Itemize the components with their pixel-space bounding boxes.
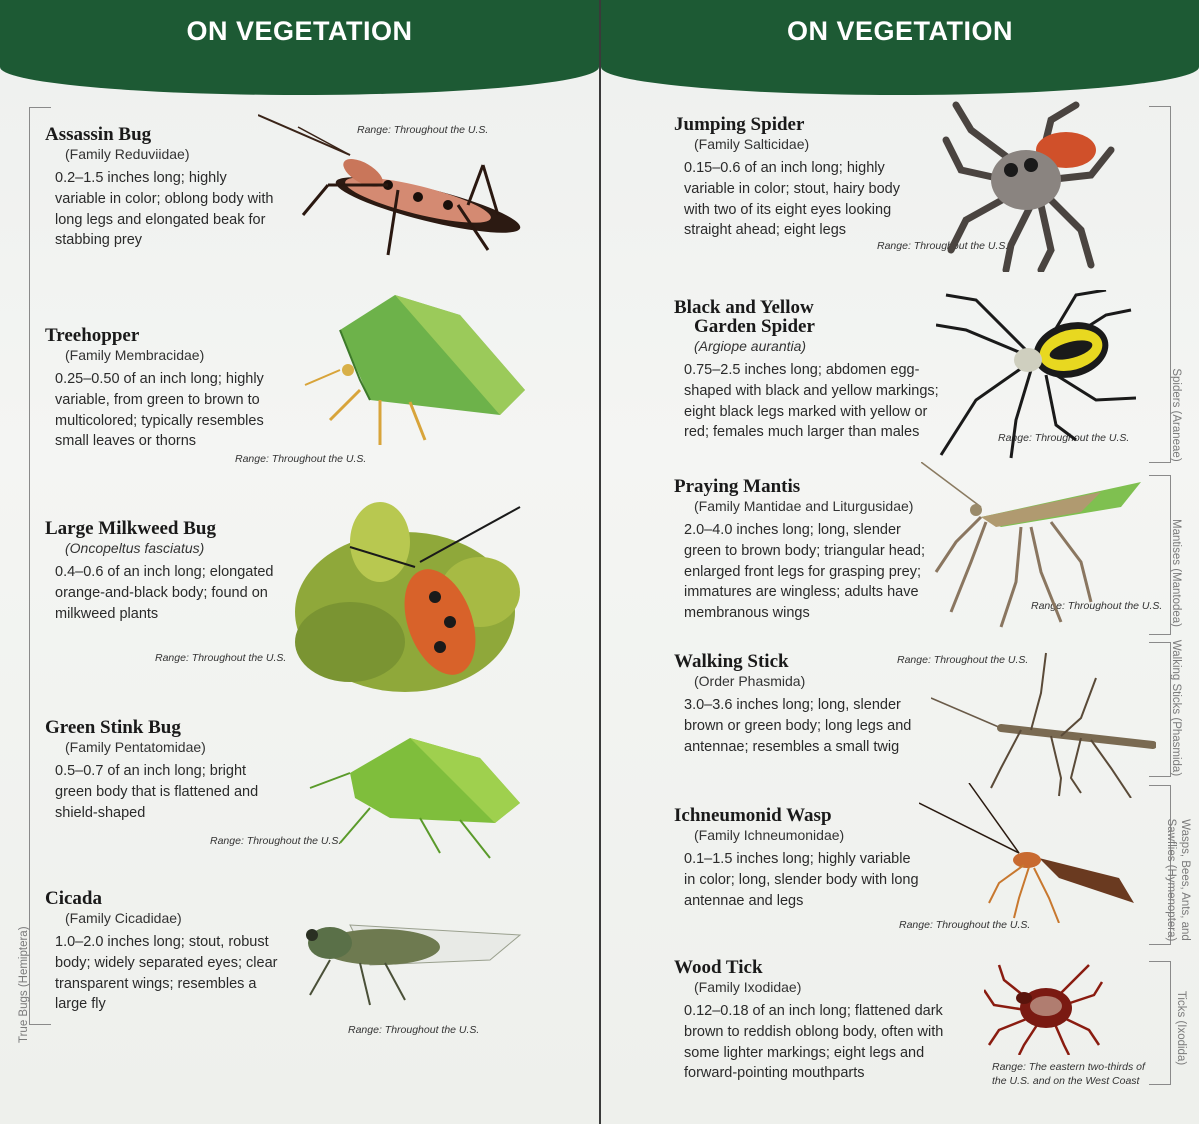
milkweed-bug-photo xyxy=(290,482,528,694)
species-description: 2.0–4.0 inches long; long, slender green to brown body; triangular head; enlarged front legs for grasping prey; immatures are wingless; adults have membranous wings xyxy=(684,522,926,622)
cicada-photo xyxy=(290,905,525,1020)
species-name: Cicada xyxy=(45,888,102,909)
spiders-bracket xyxy=(1149,106,1171,463)
ticks-group-label: Ticks (Ixodida) xyxy=(1175,990,1187,1066)
species-family: (Family Salticidae) xyxy=(694,136,810,152)
entry-stink-bug xyxy=(45,718,285,823)
spiders-group-label: Spiders (Araneae) xyxy=(1170,368,1182,462)
species-family: (Oncopeltus fasciatus) xyxy=(65,540,205,556)
garden-spider-photo xyxy=(936,290,1136,460)
hymenoptera-group-label-line1: Wasps, Bees, Ants, and xyxy=(1179,819,1191,941)
species-family: (Family Ichneumonidae) xyxy=(694,827,845,843)
hemiptera-group-label: True Bugs (Hemiptera) xyxy=(18,926,30,1043)
entry-treehopper xyxy=(45,326,285,452)
species-name-line1: Black and Yellow xyxy=(674,297,814,318)
walking-stick-photo xyxy=(931,648,1156,798)
entry-ichneumonid-wasp xyxy=(674,806,924,911)
jumping-spider-photo xyxy=(941,100,1116,272)
species-description: 0.4–0.6 of an inch long; elongated orange-and-black body; found on milkweed plants xyxy=(55,564,274,622)
species-family: (Family Membracidae) xyxy=(65,347,205,363)
species-family: (Family Ixodidae) xyxy=(694,979,802,995)
entry-garden-spider xyxy=(674,298,954,443)
species-name-line2: Garden Spider xyxy=(694,316,815,337)
entry-praying-mantis xyxy=(674,477,939,624)
range-label: Range: Throughout the U.S. xyxy=(1031,600,1163,612)
mantis-photo xyxy=(921,462,1146,632)
species-family: (Order Phasmida) xyxy=(694,673,806,689)
wasp-photo xyxy=(919,783,1139,923)
mantises-group-label: Mantises (Mantodea) xyxy=(1170,518,1182,628)
entry-cicada xyxy=(45,889,290,1015)
species-description: 3.0–3.6 inches long; long, slender brown or green body; long legs and antennae; resembles a small twig xyxy=(684,697,912,755)
range-label: Range: Throughout the U.S. xyxy=(155,652,287,664)
species-description: 0.2–1.5 inches long; highly variable in color; oblong body with long legs and elongated beak for stabbing prey xyxy=(55,170,274,249)
tick-photo xyxy=(984,960,1104,1055)
species-family: (Family Cicadidae) xyxy=(65,910,182,926)
species-family: (Family Reduviidae) xyxy=(65,146,190,162)
treehopper-photo xyxy=(300,290,530,450)
range-label: Range: Throughout the U.S. xyxy=(897,654,1029,666)
right-page-header xyxy=(601,0,1199,95)
species-family: (Family Pentatomidae) xyxy=(65,739,206,755)
species-name: Large Milkweed Bug xyxy=(45,518,216,539)
range-label: Range: Throughout the U.S. xyxy=(357,124,489,136)
range-label: Range: Throughout the U.S. xyxy=(877,240,1009,252)
species-description: 0.5–0.7 of an inch long; bright green body that is flattened and shield-shaped xyxy=(55,763,259,821)
species-name: Green Stink Bug xyxy=(45,717,181,738)
species-name xyxy=(674,298,954,336)
species-description: 0.1–1.5 inches long; highly variable in color; long, slender body with long antennae and legs xyxy=(684,851,919,909)
range-label: Range: Throughout the U.S. xyxy=(899,919,1031,931)
species-name: Jumping Spider xyxy=(674,114,805,135)
species-name: Walking Stick xyxy=(674,651,789,672)
species-name: Ichneumonid Wasp xyxy=(674,805,832,826)
entry-wood-tick xyxy=(674,958,954,1084)
species-description: 1.0–2.0 inches long; stout, robust body; widely separated eyes; clear transparent wings; resembles a large fly xyxy=(55,934,278,1013)
species-family: (Family Mantidae and Liturgusidae) xyxy=(694,498,914,514)
left-page xyxy=(0,0,599,1124)
entry-jumping-spider xyxy=(674,115,919,241)
range-label: Range: Throughout the U.S. xyxy=(235,453,367,465)
left-page-header xyxy=(0,0,599,95)
right-page xyxy=(599,0,1199,1124)
hymenoptera-group-label-line2: Sawflies (Hymenoptera) xyxy=(1165,818,1177,942)
entry-walking-stick xyxy=(674,652,944,757)
species-description: 0.25–0.50 of an inch long; highly variable, from green to brown to multicolored; typically resembles small leaves or thorns xyxy=(55,371,264,450)
range-label: Range: Throughout the U.S. xyxy=(348,1024,480,1036)
range-label: Range: Throughout the U.S. xyxy=(210,835,342,847)
right-page-title: ON VEGETATION xyxy=(786,16,1013,46)
entry-assassin-bug xyxy=(45,125,275,251)
species-description: 0.15–0.6 of an inch long; highly variable in color; stout, hairy body with two of its eight eyes looking straight ahead; eight legs xyxy=(684,160,900,239)
left-page-title: ON VEGETATION xyxy=(186,16,413,46)
assassin-bug-photo xyxy=(258,105,523,265)
entry-milkweed-bug xyxy=(45,519,290,624)
range-label: Range: The eastern two-thirds of the U.S. and on the West Coast xyxy=(992,1061,1145,1087)
species-family: (Argiope aurantia) xyxy=(694,338,807,354)
stink-bug-photo xyxy=(300,728,525,860)
species-name: Wood Tick xyxy=(674,957,763,978)
species-name: Praying Mantis xyxy=(674,476,801,497)
range-label: Range: Throughout the U.S. xyxy=(998,432,1130,444)
walking-sticks-group-label: Walking Sticks (Phasmida) xyxy=(1170,639,1182,777)
species-description: 0.12–0.18 of an inch long; flattened dark brown to reddish oblong body, often with some lighter markings; eight legs and forward-pointing mouthparts xyxy=(684,1003,944,1082)
species-description: 0.75–2.5 inches long; abdomen egg-shaped with black and yellow markings; eight black legs marked with yellow or red; females much larger than males xyxy=(684,362,939,441)
species-name: Assassin Bug xyxy=(45,124,152,145)
species-name: Treehopper xyxy=(45,325,140,346)
